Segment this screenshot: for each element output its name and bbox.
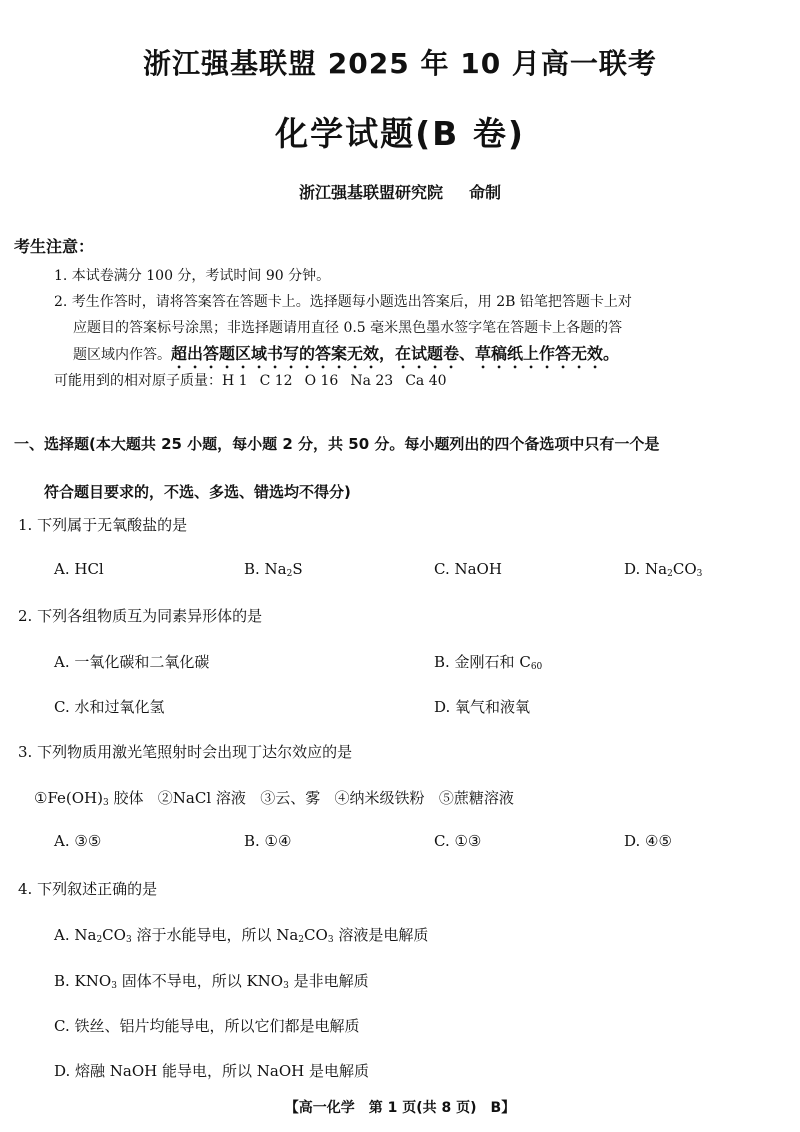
notice-heading: 考生注意： <box>14 237 95 256</box>
author-org: 浙江强基联盟研究院 <box>298 183 443 202</box>
question-1-option-b: B. $Na_2S$ <box>244 560 303 579</box>
section-heading-line-1: 一、选择题(本大题共 25 小题，每小题 2 分，共 50 分。每小题列出的四个备选项中只有一个是 <box>14 435 660 453</box>
question-2-option-b: B. 金刚石和 $C_{60}$ <box>434 653 543 672</box>
atomic-mass-na: Na 23 <box>350 373 394 389</box>
page-footer: 【高一化学 第 1 页(共 8 页) B】 <box>284 1100 516 1116</box>
author-role: 命制 <box>469 183 502 202</box>
notice-emphasis: 超出答题区域书写的答案无效，在试题卷、草稿纸上作答无效。 <box>171 344 620 363</box>
atomic-mass-c: C 12 <box>259 373 293 389</box>
question-3-option-b: B. ①④ <box>244 832 292 850</box>
section-heading-line-2: 符合题目要求的，不选、多选、错选均不得分) <box>44 483 351 501</box>
question-3-items: $①Fe(OH)_3$ 胶体 ②NaCl 溶液 ③云、雾 ④纳米级铁粉 ⑤蔗糖溶液 <box>34 789 514 808</box>
question-1-option-d: D. $Na_2CO_3$ <box>624 560 703 579</box>
exam-title: 浙江强基联盟 2025 年 10 月高一联考 <box>143 47 657 80</box>
question-4-option-d: D. 熔融 NaOH 能导电，所以 NaOH 是电解质 <box>54 1062 369 1080</box>
atomic-mass-ca: Ca 40 <box>405 373 447 389</box>
notice-item-1: 1. 本试卷满分 100 分，考试时间 90 分钟。 <box>54 268 331 284</box>
notice-item-2-line-3-prefix: 题区域内作答。 <box>73 347 171 363</box>
atomic-masses <box>54 370 447 390</box>
atomic-masses-label: 可能用到的相对原子质量： <box>54 373 222 389</box>
question-2-option-a: A. 一氧化碳和二氧化碳 <box>54 653 210 671</box>
notice-item-2 <box>54 289 789 372</box>
question-2-option-c: C. 水和过氧化氢 <box>54 698 165 716</box>
question-1-stem: 1. 下列属于无氧酸盐的是 <box>18 516 188 534</box>
question-2-stem: 2. 下列各组物质互为同素异形体的是 <box>18 607 263 625</box>
question-2-option-d: D. 氧气和液氧 <box>434 698 531 716</box>
question-3-option-d: D. ④⑤ <box>624 832 672 850</box>
question-3-option-a: A. ③⑤ <box>54 832 102 850</box>
notice-item-2-line-3 <box>54 341 789 372</box>
question-3-option-c: C. ①③ <box>434 832 482 850</box>
exam-subtitle: 化学试题(B 卷) <box>275 114 525 153</box>
exam-author <box>0 180 800 203</box>
question-1-option-a: A. HCl <box>54 560 104 578</box>
question-4-stem: 4. 下列叙述正确的是 <box>18 880 158 898</box>
atomic-mass-o: O 16 <box>304 373 339 389</box>
question-3-stem: 3. 下列物质用激光笔照射时会出现丁达尔效应的是 <box>18 743 353 761</box>
section-heading <box>14 420 794 516</box>
question-4-option-c: C. 铁丝、铝片均能导电，所以它们都是电解质 <box>54 1017 360 1035</box>
notice-item-2-line-1: 2. 考生作答时，请将答案答在答题卡上。选择题每小题选出答案后，用 2B 铅笔把答题卡上对 <box>54 294 632 310</box>
notice-item-2-line-2: 应题目的答案标号涂黑；非选择题请用直径 0.5 毫米黑色墨水签字笔在答题卡上各题的答 <box>73 320 623 336</box>
question-4-option-a: A. $Na_2CO_3$ 溶于水能导电，所以 $Na_2CO_3$ 溶液是电解质 <box>54 926 429 945</box>
atomic-mass-h: H 1 <box>222 373 248 389</box>
question-4-option-b: B. $KNO_3$ 固体不导电，所以 $KNO_3$ 是非电解质 <box>54 972 369 991</box>
question-1-option-c: C. NaOH <box>434 560 502 578</box>
